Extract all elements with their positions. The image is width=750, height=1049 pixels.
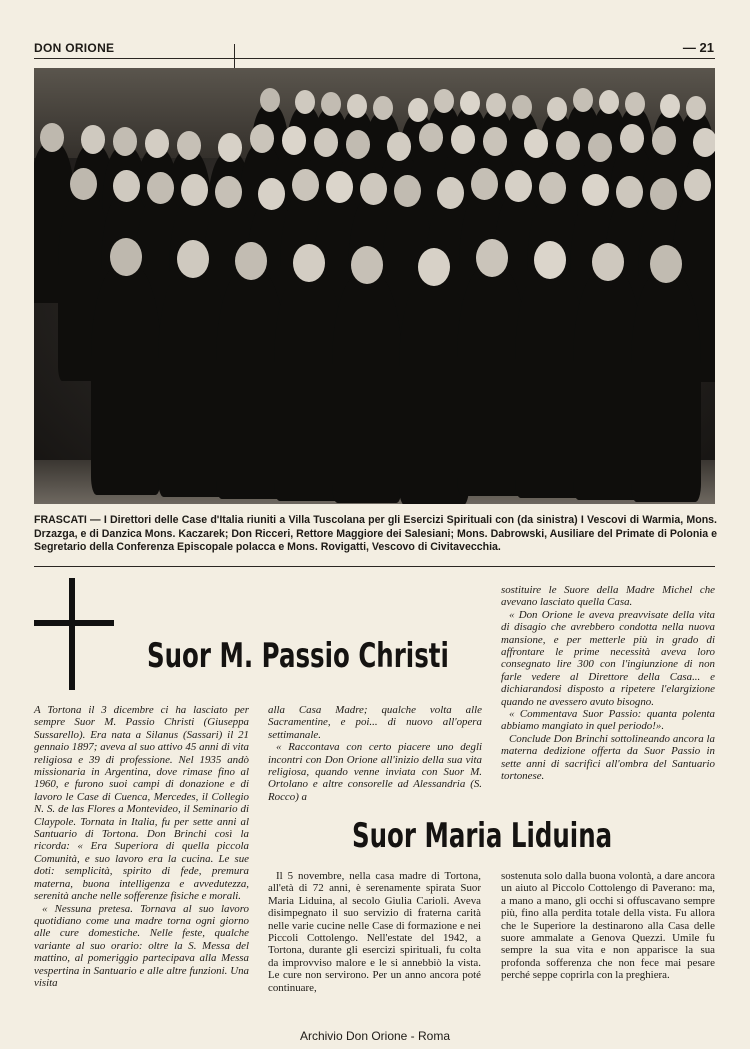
photo-figure-body	[631, 272, 701, 502]
article1-paragraph: « Nessuna pretesa. Tornava al suo lavoro quotidiano come una madre torna ogni giorno alle cure domestiche. Nelle feste, qualche variante al suo orario: oltre la S. Messa del mattino, al pomeriggio partecipava alla Messa vespertina in Santuario e alle altre funzioni. Una visita	[34, 902, 249, 989]
photo-figure-head	[408, 98, 428, 122]
article-title-passio: Suor M. Passio Christi	[147, 636, 449, 676]
photo-figure-head	[625, 92, 645, 116]
photo-figure-head	[652, 126, 676, 155]
article1-paragraph: sostituire le Suore della Madre Michel che avevano lasciato quella Casa.	[501, 584, 715, 609]
photo-figure-head	[40, 123, 64, 152]
photo-figure-head	[534, 241, 566, 279]
photo-figure-head	[476, 239, 508, 277]
photo-figure-head	[177, 240, 209, 278]
photo-figure-head	[346, 130, 370, 159]
publication-name: DON ORIONE	[34, 41, 115, 55]
article1-paragraph: Conclude Don Brinchi sottolineando ancora la materna dedizione offerta da Suor Passio in sette anni di sacrifici all'ombra del Santuario tortonese.	[501, 732, 715, 783]
photo-figure-head	[460, 91, 480, 115]
photo-figure-head	[486, 93, 506, 117]
photo-figure-head	[235, 242, 267, 280]
photo-figure-head	[293, 244, 325, 282]
header-divider	[34, 58, 715, 59]
article1-paragraph: « Raccontava con certo piacere uno degli incontri con Don Orione all'inizio della sua vita religiosa, quando venne inviata con Suor M. Ortolano e altre consorelle ad Alessandria (S. Rocco) a	[268, 741, 482, 803]
article2-column-1	[268, 870, 481, 994]
photo-figure-head	[451, 125, 475, 154]
photo-figure-head	[573, 88, 593, 112]
photo-figure-head	[321, 92, 341, 116]
photo-figure-head	[483, 127, 507, 156]
photo-figure-head	[547, 97, 567, 121]
photo-figure-head	[592, 243, 624, 281]
caption-divider	[34, 566, 715, 567]
article2-paragraph: Il 5 novembre, nella casa madre di Tortona, all'età di 72 anni, è serenamente spirata Suor Maria Liduina, al secolo Giulia Carioli. Aveva disimpegnato il suo servizio di fraterna carità nelle varie cucine nelle Case di formazione e nei Piccoli Cottolengo. Nell'estate del 1942, a Tortona, durante gli esercizi spirituali, fu colta da improvviso malore e le si annebbiò la vista. Le cure non servirono. Per un anno ancora poté continuare,	[268, 870, 481, 994]
photo-figure-head	[250, 124, 274, 153]
photo-figure-head	[660, 94, 680, 118]
photo-figure-head	[512, 95, 532, 119]
photo-figure-head	[650, 245, 682, 283]
photo-figure-head	[387, 132, 411, 161]
photo-figure-head	[145, 129, 169, 158]
photo-figure-head	[686, 96, 706, 120]
article-title-liduina: Suor Maria Liduina	[352, 816, 613, 856]
photo-figure-head	[110, 238, 142, 276]
cross-icon-horizontal	[34, 620, 114, 626]
photo-figure-head	[599, 90, 619, 114]
article1-column-1	[34, 704, 249, 989]
photo-figure-head	[177, 131, 201, 160]
photo-figure-head	[434, 89, 454, 113]
photo-figure-head	[693, 128, 715, 157]
photo-figure-head	[556, 131, 580, 160]
photo-figure-head	[347, 94, 367, 118]
article1-paragraph: alla Casa Madre; qualche volta alle Sacramentine, e poi... di nuovo all'opera settimanale.	[268, 704, 482, 741]
photo-figure-head	[81, 125, 105, 154]
archive-footer: Archivio Don Orione - Roma	[299, 1029, 451, 1043]
photo-figure-head	[418, 248, 450, 286]
article1-paragraph: « Commentava Suor Passio: quanta polenta abbiamo mangiato in quel periodo!».	[501, 708, 715, 733]
article1-column-2	[268, 704, 482, 803]
photo-figure-head	[588, 133, 612, 162]
article2-paragraph: sostenuta solo dalla buona volontà, a dare ancora un aiuto al Piccolo Cottolengo di Paverano: ma, a mano a mano, gli occhi si offuscavano sempre più, fino alla perdita totale della vista. Fu allora che le Superiore la destinarono alla Casa delle suore ammalate a Genova Quezzi. Umile fu sempre la sua vita e non apparisce la sua profonda sofferenza che non fece mai pesare perché seppe coprirla con la preghiera.	[501, 870, 715, 982]
photo-figure-body	[332, 273, 402, 503]
photo-figure-head	[282, 126, 306, 155]
photo-figure-head	[620, 124, 644, 153]
page-number: — 21	[682, 40, 714, 55]
article1-column-3	[501, 584, 715, 783]
group-photo	[34, 68, 715, 504]
photo-figure-head	[351, 246, 383, 284]
photo-figure-head	[260, 88, 280, 112]
photo-caption: FRASCATI — I Direttori delle Case d'Italia riuniti a Villa Tuscolana per gli Esercizi Spirituali con (da sinistra) I Vescovi di Warmia, Mons. Drzazga, e di Danzica Mons. Kaczarek; Don Ricceri, Rettore Maggiore dei Salesiani; Mons. Dabrowski, Ausiliare del Primate di Polonia e Segretario della Conferenza Episcopale polacca e Mons. Rovigatti, Vescovo di Civitavecchia.	[34, 514, 717, 553]
photo-figure-head	[314, 128, 338, 157]
article1-paragraph: A Tortona il 3 dicembre ci ha lasciato per sempre Suor M. Passio Christi (Giuseppa Sussarello). Era nata a Silanus (Sassari) il 21 gennaio 1897; aveva al suo attivo 45 anni di vita religiosa e 39 di professione. Nel 1935 andò missionaria in Argentina, dove rimase fino al 1960, e furono suoi campi di donazione e di lavoro le Case di Cuenca, Mercedes, il Collegio N. S. de las Flores a Montevideo, il Seminario di Claypole. Tornata in Italia, fu per sette anni al Santuario di Tortona. Don Brinchi così la ricorda: « Era Superiora di quella piccola Comunità, e suo lavoro era la cucina. Le sue doti: semplicità, spirito di fede, premura materna, buona intelligenza e avvedutezza, serenità anche nelle sofferenze fisiche e morali.	[34, 704, 249, 903]
article1-paragraph: « Don Orione le aveva preavvisate della vita di disagio che avrebbero condotta nella nuova mansione, e per metterle più in grado di affrontare le prime necessità aveva loro consegnato lire 300 con l'ingiunzione di non farle vedere al Direttore della Casa... e dichiarandosi disposto a ripetere l'elargizione quando ne avessero avuto bisogno.	[501, 608, 715, 708]
photo-figure-head	[113, 127, 137, 156]
header-column-divider	[234, 44, 235, 68]
photo-figure-head	[373, 96, 393, 120]
photo-figure-head	[419, 123, 443, 152]
photo-figure-body	[91, 265, 161, 495]
photo-figure-head	[218, 133, 242, 162]
photo-figure-head	[524, 129, 548, 158]
cross-icon-vertical	[69, 578, 75, 690]
photo-figure-head	[295, 90, 315, 114]
article2-column-2	[501, 870, 715, 982]
